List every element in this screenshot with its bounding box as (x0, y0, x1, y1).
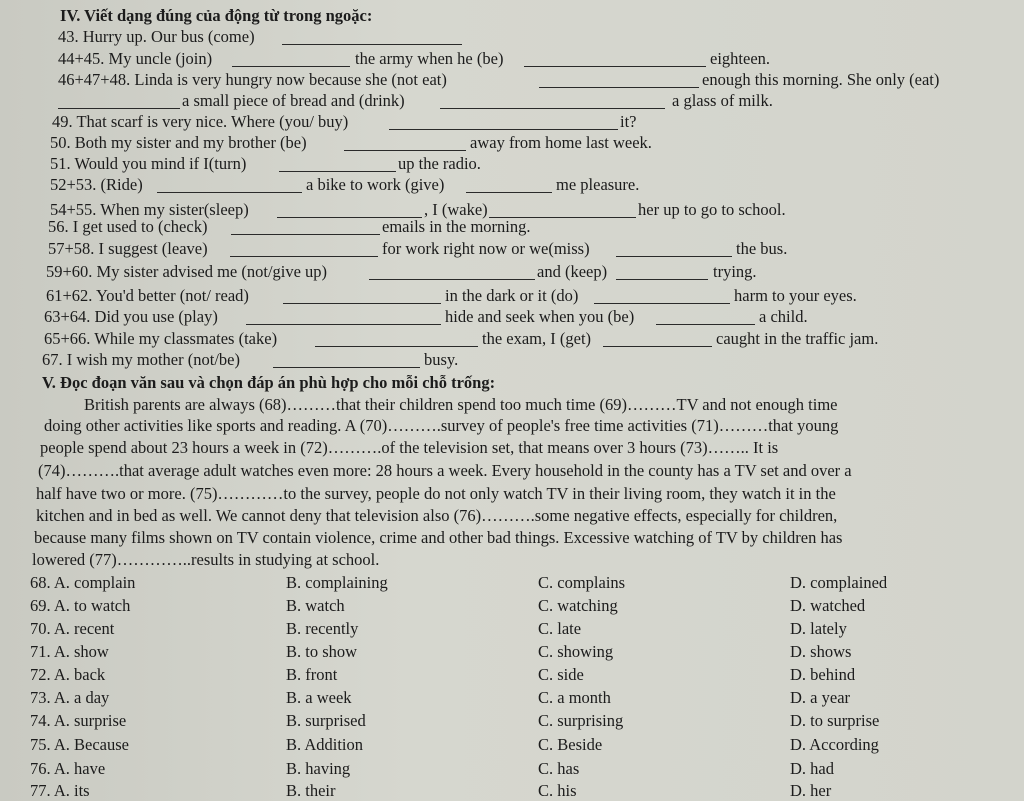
exercise-text: 46+47+48. Linda is very hungry now because she (not eat) (58, 70, 447, 89)
exercise-line (0, 91, 1024, 113)
answer-blank[interactable] (594, 303, 730, 304)
exercise-text: harm to your eyes. (734, 286, 857, 305)
passage-line (0, 438, 1024, 460)
exercise-line (0, 329, 1024, 351)
exercise-text: 50. Both my sister and my brother (be) (50, 133, 307, 152)
exercise-text: , I (wake) (424, 200, 488, 219)
option-d[interactable]: D. According (790, 735, 879, 754)
answer-blank[interactable] (603, 346, 712, 347)
exercise-text: the army when he (be) (355, 49, 504, 68)
answer-blank[interactable] (616, 279, 708, 280)
option-b[interactable]: B. their (286, 781, 336, 800)
passage-line (0, 395, 1024, 417)
passage-line (0, 416, 1024, 438)
option-b[interactable]: B. surprised (286, 711, 366, 730)
option-d[interactable]: D. a year (790, 688, 851, 707)
option-d[interactable]: D. behind (790, 665, 856, 684)
exercise-text: 52+53. (Ride) (50, 175, 143, 194)
answer-blank[interactable] (616, 256, 732, 257)
exercise-line (0, 49, 1024, 71)
answer-blank[interactable] (58, 108, 180, 109)
option-b[interactable]: B. Addition (286, 735, 364, 754)
answer-blank[interactable] (282, 44, 462, 45)
passage-line (0, 484, 1024, 506)
option-d[interactable]: D. her (790, 781, 832, 800)
exercise-text: 56. I get used to (check) (48, 217, 208, 236)
passage-text: kitchen and in bed as well. We cannot deny that television also (76)……….some negative effects, especially for children, (36, 506, 838, 525)
answer-blank[interactable] (524, 66, 706, 67)
exercise-text: 44+45. My uncle (join) (58, 49, 213, 68)
exercise-text: away from home last week. (470, 133, 652, 152)
exercise-line (0, 112, 1024, 134)
passage-text: half have two or more. (75)…………to the survey, people do not only watch TV in their living room, they watch it in the (36, 484, 836, 503)
answer-blank[interactable] (440, 108, 665, 109)
exercise-text: trying. (713, 262, 757, 281)
answer-blank[interactable] (273, 367, 420, 368)
passage-line (0, 550, 1024, 572)
exercise-text: the exam, I (get) (482, 329, 592, 348)
option-d[interactable]: D. had (790, 759, 834, 778)
passage-text: British parents are always (68)………that their children spend too much time (69)………TV and not enough time (84, 395, 838, 414)
exercise-line (0, 286, 1024, 308)
answer-blank[interactable] (315, 346, 478, 347)
option-c[interactable]: C. late (538, 619, 582, 638)
option-c[interactable]: C. Beside (538, 735, 603, 754)
answer-blank[interactable] (656, 324, 755, 325)
exercise-line (0, 70, 1024, 92)
exercise-text: 59+60. My sister advised me (not/give up) (46, 262, 328, 281)
exercise-text: the bus. (736, 239, 788, 258)
exercise-text: 63+64. Did you use (play) (44, 307, 218, 326)
exercise-text: hide and seek when you (be) (445, 307, 635, 326)
option-a[interactable]: 73. A. a day (30, 688, 110, 707)
option-d[interactable]: D. shows (790, 642, 852, 661)
option-c[interactable]: C. complains (538, 573, 626, 592)
exercise-text: enough this morning. She only (eat) (702, 70, 940, 89)
exercise-line (0, 175, 1024, 197)
option-a[interactable]: 76. A. have (30, 759, 106, 778)
section-5-heading (0, 373, 1024, 395)
answer-blank[interactable] (279, 171, 396, 172)
section-4-heading-text: IV. Viết dạng đúng của động từ trong ngoặc: (60, 6, 373, 25)
exercise-line (0, 262, 1024, 284)
exercise-text: 65+66. While my classmates (take) (44, 329, 278, 348)
exercise-text: me pleasure. (556, 175, 640, 194)
answer-blank[interactable] (539, 87, 699, 88)
exercise-text: 43. Hurry up. Our bus (come) (58, 27, 255, 46)
option-b[interactable]: B. to show (286, 642, 358, 661)
option-b[interactable]: B. recently (286, 619, 359, 638)
exercise-line (0, 133, 1024, 155)
answer-blank[interactable] (246, 324, 441, 325)
option-a[interactable]: 70. A. recent (30, 619, 115, 638)
passage-text: because many films shown on TV contain violence, crime and other bad things. Excessive watching of TV by children has (34, 528, 843, 547)
option-b[interactable]: B. having (286, 759, 351, 778)
exercise-text: in the dark or it (do) (445, 286, 579, 305)
exercise-line (0, 239, 1024, 261)
exercise-text: a small piece of bread and (drink) (182, 91, 405, 110)
exercise-line (0, 154, 1024, 176)
option-a[interactable]: 71. A. show (30, 642, 109, 661)
answer-blank[interactable] (466, 192, 552, 193)
option-d[interactable]: D. lately (790, 619, 847, 638)
exercise-text: it? (620, 112, 637, 131)
passage-line (0, 506, 1024, 528)
exercise-text: busy. (424, 350, 459, 369)
answer-blank[interactable] (283, 303, 441, 304)
exercise-text: a child. (759, 307, 808, 326)
option-b[interactable]: B. watch (286, 596, 345, 615)
option-b[interactable]: B. complaining (286, 573, 388, 592)
passage-line (0, 528, 1024, 550)
section-4-heading (0, 6, 1024, 28)
option-a[interactable]: 69. A. to watch (30, 596, 131, 615)
option-c[interactable]: C. side (538, 665, 584, 684)
exercise-text: a bike to work (give) (306, 175, 445, 194)
option-c[interactable]: C. his (538, 781, 577, 800)
answer-blank[interactable] (389, 129, 618, 130)
exercise-text: up the radio. (398, 154, 481, 173)
option-c[interactable]: C. watching (538, 596, 618, 615)
exercise-line (0, 217, 1024, 239)
option-c[interactable]: C. surprising (538, 711, 624, 730)
exercise-text: 49. That scarf is very nice. Where (you/ buy) (52, 112, 349, 131)
passage-text: lowered (77)…………..results in studying at school. (32, 550, 380, 569)
option-d[interactable]: D. to surprise (790, 711, 880, 730)
answer-blank[interactable] (369, 279, 535, 280)
option-d[interactable]: D. watched (790, 596, 866, 615)
option-b[interactable]: B. front (286, 665, 338, 684)
exercise-line (0, 350, 1024, 372)
exercise-line (0, 27, 1024, 49)
exercise-text: her up to go to school. (638, 200, 786, 219)
option-a[interactable]: 75. A. Because (30, 735, 129, 754)
option-a[interactable]: 72. A. back (30, 665, 106, 684)
exercise-text: 61+62. You'd better (not/ read) (46, 286, 249, 305)
passage-text: (74)……….that average adult watches even more: 28 hours a week. Every household in the county has a TV set and over a (38, 461, 852, 480)
exercise-text: for work right now or we(miss) (382, 239, 590, 258)
option-c[interactable]: C. showing (538, 642, 614, 661)
answer-blank[interactable] (230, 256, 378, 257)
option-d[interactable]: D. complained (790, 573, 888, 592)
answer-blank[interactable] (232, 66, 350, 67)
passage-text: people spend about 23 hours a week in (72)……….of the television set, that means over 3 hours (73)…….. It is (40, 438, 779, 457)
section-5-heading-text: V. Đọc đoạn văn sau và chọn đáp án phù hợp cho mỗi chỗ trống: (42, 373, 496, 392)
exercise-text: a glass of milk. (672, 91, 773, 110)
exercise-text: 51. Would you mind if I(turn) (50, 154, 247, 173)
passage-line (0, 461, 1024, 483)
passage-text: doing other activities like sports and reading. A (70)……….survey of people's free time activities (71)………that young (44, 416, 839, 435)
option-b[interactable]: B. a week (286, 688, 352, 707)
option-a[interactable]: 77. A. its (30, 781, 90, 800)
answer-blank[interactable] (344, 150, 466, 151)
exercise-text: emails in the morning. (382, 217, 531, 236)
option-c[interactable]: C. a month (538, 688, 611, 707)
option-c[interactable]: C. has (538, 759, 580, 778)
exercise-text: and (keep) (537, 262, 608, 281)
answer-blank[interactable] (231, 234, 380, 235)
exercise-text: caught in the traffic jam. (716, 329, 879, 348)
exercise-text: eighteen. (710, 49, 771, 68)
option-a[interactable]: 68. A. complain (30, 573, 136, 592)
exercise-text: 57+58. I suggest (leave) (48, 239, 208, 258)
exercise-text: 67. I wish my mother (not/be) (42, 350, 240, 369)
option-a[interactable]: 74. A. surprise (30, 711, 127, 730)
exercise-line (0, 307, 1024, 329)
exercise-text: 54+55. When my sister(sleep) (50, 200, 249, 219)
answer-blank[interactable] (157, 192, 302, 193)
